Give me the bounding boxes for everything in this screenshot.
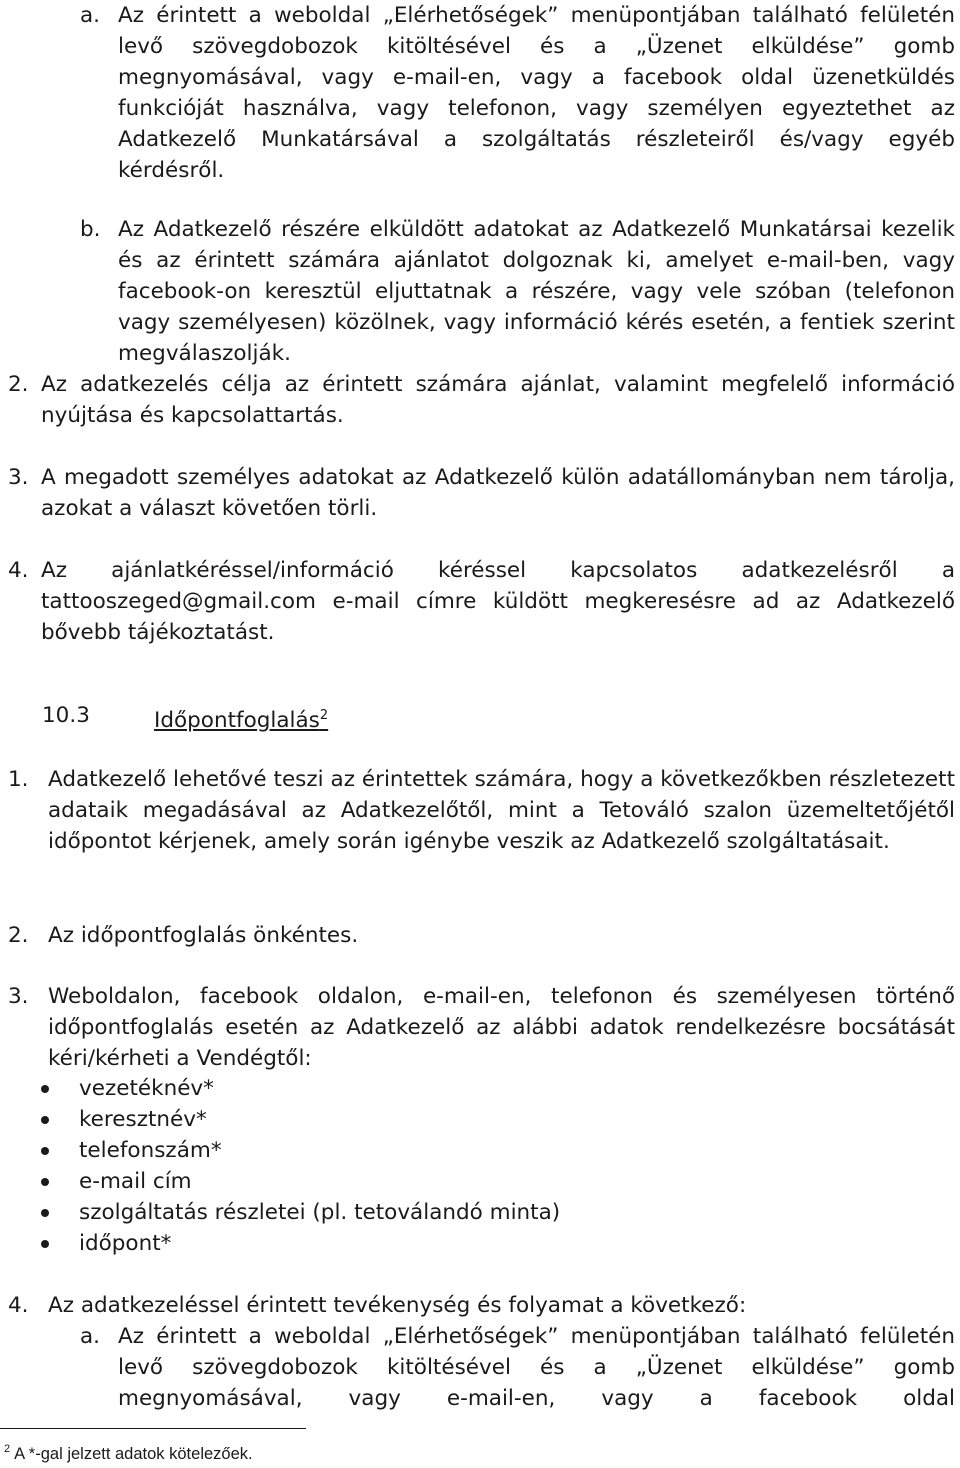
footnote-reference: 2 (319, 708, 329, 723)
section-number: 10.3 (42, 703, 90, 728)
bullet-text: időpont* (79, 1231, 172, 1256)
bullet-text: szolgáltatás részletei (pl. tetoválandó minta) (79, 1200, 561, 1225)
bullet-text: keresztnév* (79, 1107, 207, 1132)
item-number: 4. (8, 1293, 29, 1318)
section-heading (42, 700, 642, 731)
bullet-text: e-mail cím (79, 1169, 192, 1194)
item-text: Az Adatkezelő részére elküldött adatokat az Adatkezelő Munkatársai kezelik és az érintett számára ajánlatot dolgoznak ki, amelyet e-mail-ben, vagy facebook-on keresztül eljuttatnak a részére, vagy vele szóban (telefonon vagy személyesen) közölnek, vagy információ kérés esetén, a fentiek szerint megválaszolják. (118, 217, 955, 366)
item-text: Weboldalon, facebook oldalon, e-mail-en, telefonon és személyesen történő időpontfoglalás esetén az Adatkezelő az alábbi adatok rendelkezésre bocsátását kéri/kérheti a Vendégtől: (48, 984, 955, 1071)
item-number: 2. (8, 372, 29, 397)
item-number: 4. (8, 558, 29, 583)
item-label: a. (80, 3, 101, 28)
item-text: Az érintett a weboldal „Elérhetőségek” menüpontjában található felületén levő szövegdobozok kitöltésével és a „Üzenet elküldése” gomb megnyomásával, vagy e-mail-en, vagy a facebook oldal üzenetküldés funkcióját használva, vagy telefonon, vagy személyen egyeztethet az Adatkezelő Munkatársával a szolgáltatás részleteiről és/vagy egyéb kérdésről. (118, 3, 955, 183)
footnote-separator (0, 1428, 306, 1429)
footnote (4, 1437, 253, 1466)
bullet-icon (41, 1116, 49, 1124)
item-text: Az adatkezeléssel érintett tevékenység és folyamat a következő: (48, 1293, 747, 1318)
item-label: a. (80, 1324, 101, 1349)
section-title-text: Időpontfoglalás (154, 708, 320, 733)
footnote-number: 2 (4, 1443, 11, 1455)
bullet-icon (41, 1209, 49, 1217)
section-title (154, 700, 328, 736)
item-text: Az érintett a weboldal „Elérhetőségek” menüpontjában található felületén levő szövegdobozok kitöltésével és a „Üzenet elküldése” gomb megnyomásával, vagy e-mail-en, vagy a facebook oldal (118, 1324, 955, 1411)
footnote-text: A *-gal jelzett adatok kötelezőek. (14, 1445, 253, 1463)
item-number: 2. (8, 923, 29, 948)
bullet-list (41, 1073, 741, 1263)
item-text: Az ajánlatkéréssel/információ kéréssel kapcsolatos adatkezelésről a tattooszeged@gmail.com e-mail címre küldött megkeresésre ad az Adatkezelő bővebb tájékoztatást. (41, 558, 955, 645)
item-number: 3. (8, 984, 29, 1009)
bullet-icon (41, 1240, 49, 1248)
item-number: 1. (8, 767, 29, 792)
bullet-icon (41, 1085, 49, 1093)
item-text: Az adatkezelés célja az érintett számára ajánlat, valamint megfelelő információ nyújtása és kapcsolattartás. (41, 372, 955, 428)
bullet-text: vezetéknév* (79, 1076, 214, 1101)
item-text: Adatkezelő lehetővé teszi az érintettek számára, hogy a következőkben részletezett adataik megadásával az Adatkezelőtől, mint a Tetováló szalon üzemeltetőjétől időpontot kérjenek, amely során igénybe veszik az Adatkezelő szolgáltatásait. (48, 767, 955, 854)
bullet-text: telefonszám* (79, 1138, 222, 1163)
item-text: Az időpontfoglalás önkéntes. (48, 923, 359, 948)
item-number: 3. (8, 465, 29, 490)
bullet-icon (41, 1147, 49, 1155)
item-label: b. (80, 217, 101, 242)
bullet-icon (41, 1178, 49, 1186)
item-text: A megadott személyes adatokat az Adatkezelő külön adatállományban nem tárolja, azokat a választ követően törli. (41, 465, 955, 521)
